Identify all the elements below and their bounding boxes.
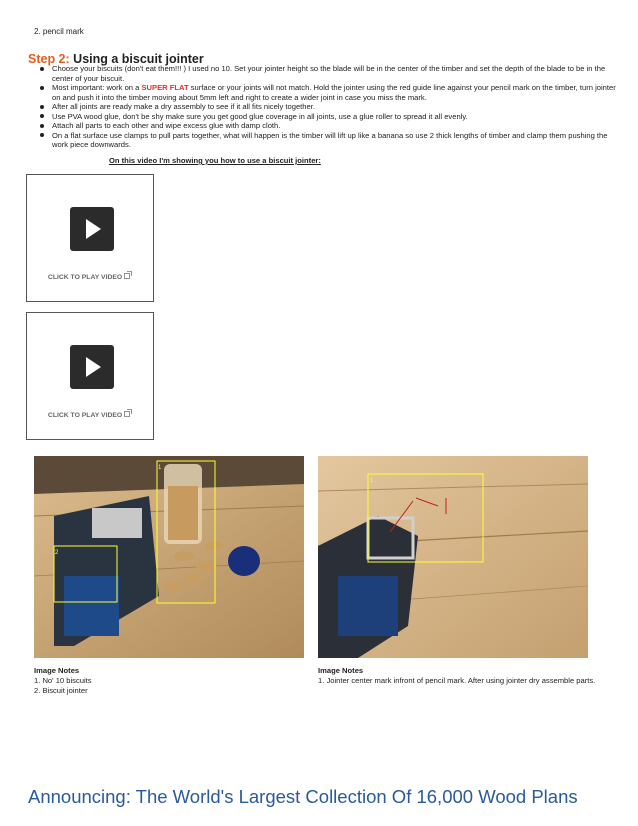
instruction-text: Attach all parts to each other and wipe excess glue with damp cloth. [52,121,281,130]
bullet-icon [40,124,44,128]
instruction-text: Use PVA wood glue, don't be shy make sure you get good glue coverage in all joints, use a glue roller to spread it all evenly. [52,111,468,121]
photo-jointer-center-mark [318,456,588,658]
image-notes-2 [318,666,595,686]
click-to-play-label[interactable]: CLICK TO PLAY VIDEO [27,271,153,281]
video-caption: On this video I'm showing you how to use a biscuit jointer: [109,156,321,165]
marker-label: 1 [370,478,374,484]
external-link-icon [124,409,132,417]
play-icon[interactable] [70,345,114,389]
bullet-icon [40,114,44,118]
bullet-icon [40,105,44,109]
image-note: 1. No' 10 biscuits [34,676,92,685]
instruction-text: After all joints are ready make a dry assembly to see if it all fits nicely together. [52,102,315,111]
play-icon[interactable] [70,207,114,251]
step-instructions-list [28,64,618,150]
image-notes-title: Image Notes [318,666,364,675]
external-link-icon [124,271,132,279]
instruction-text: Choose your biscuits (don't eat them!!! ) I used no 10. Set your jointer height so the blade will be in the center of the timber and set the depth of the blade to be in the center of your biscuit. [52,64,606,83]
step-title: Using a biscuit jointer [73,52,204,66]
instruction-item [28,64,618,83]
instruction-text: On a flat surface use clamps to pull parts together, what will happen is the timber will lift up like a banana so use 2 thick lengths of timber and clamp them pushing the work piece downwards. [52,130,608,149]
highlighted-text: SUPER FLAT [141,83,189,92]
instruction-item [28,102,618,112]
previous-image-note: 2. pencil mark [34,27,84,36]
image-note: 1. Jointer center mark infront of pencil mark. After using jointer dry assemble parts. [318,676,596,685]
instruction-item [28,131,618,150]
image-notes-title: Image Notes [34,666,80,675]
image-notes-1 [34,666,92,695]
image-note: 2. Biscuit jointer [34,685,88,695]
bullet-icon [40,67,44,71]
announcement-link[interactable]: Announcing: The World's Largest Collection Of 16,000 Wood Plans [28,786,578,807]
step-number: Step 2: [28,52,70,66]
instruction-item [28,83,618,102]
video-player-1[interactable] [26,174,154,302]
instruction-item [28,112,618,122]
bullet-icon [40,86,44,90]
click-to-play-label[interactable]: CLICK TO PLAY VIDEO [27,409,153,419]
marker-label: 1 [158,465,162,471]
photo-biscuits-and-jointer [34,456,304,658]
bullet-icon [40,133,44,137]
instruction-item [28,121,618,131]
instruction-text: surface or your joints will not match. Hold the jointer using the red guide line against your pencil mark on the timber, turn jointer on and push it into the timber moving about 5mm left and right to create a wider joint in case you miss the mark. [52,83,616,102]
instruction-text: Most important: work on a [52,83,142,92]
video-player-2[interactable] [26,312,154,440]
marker-label: 2 [55,550,59,556]
